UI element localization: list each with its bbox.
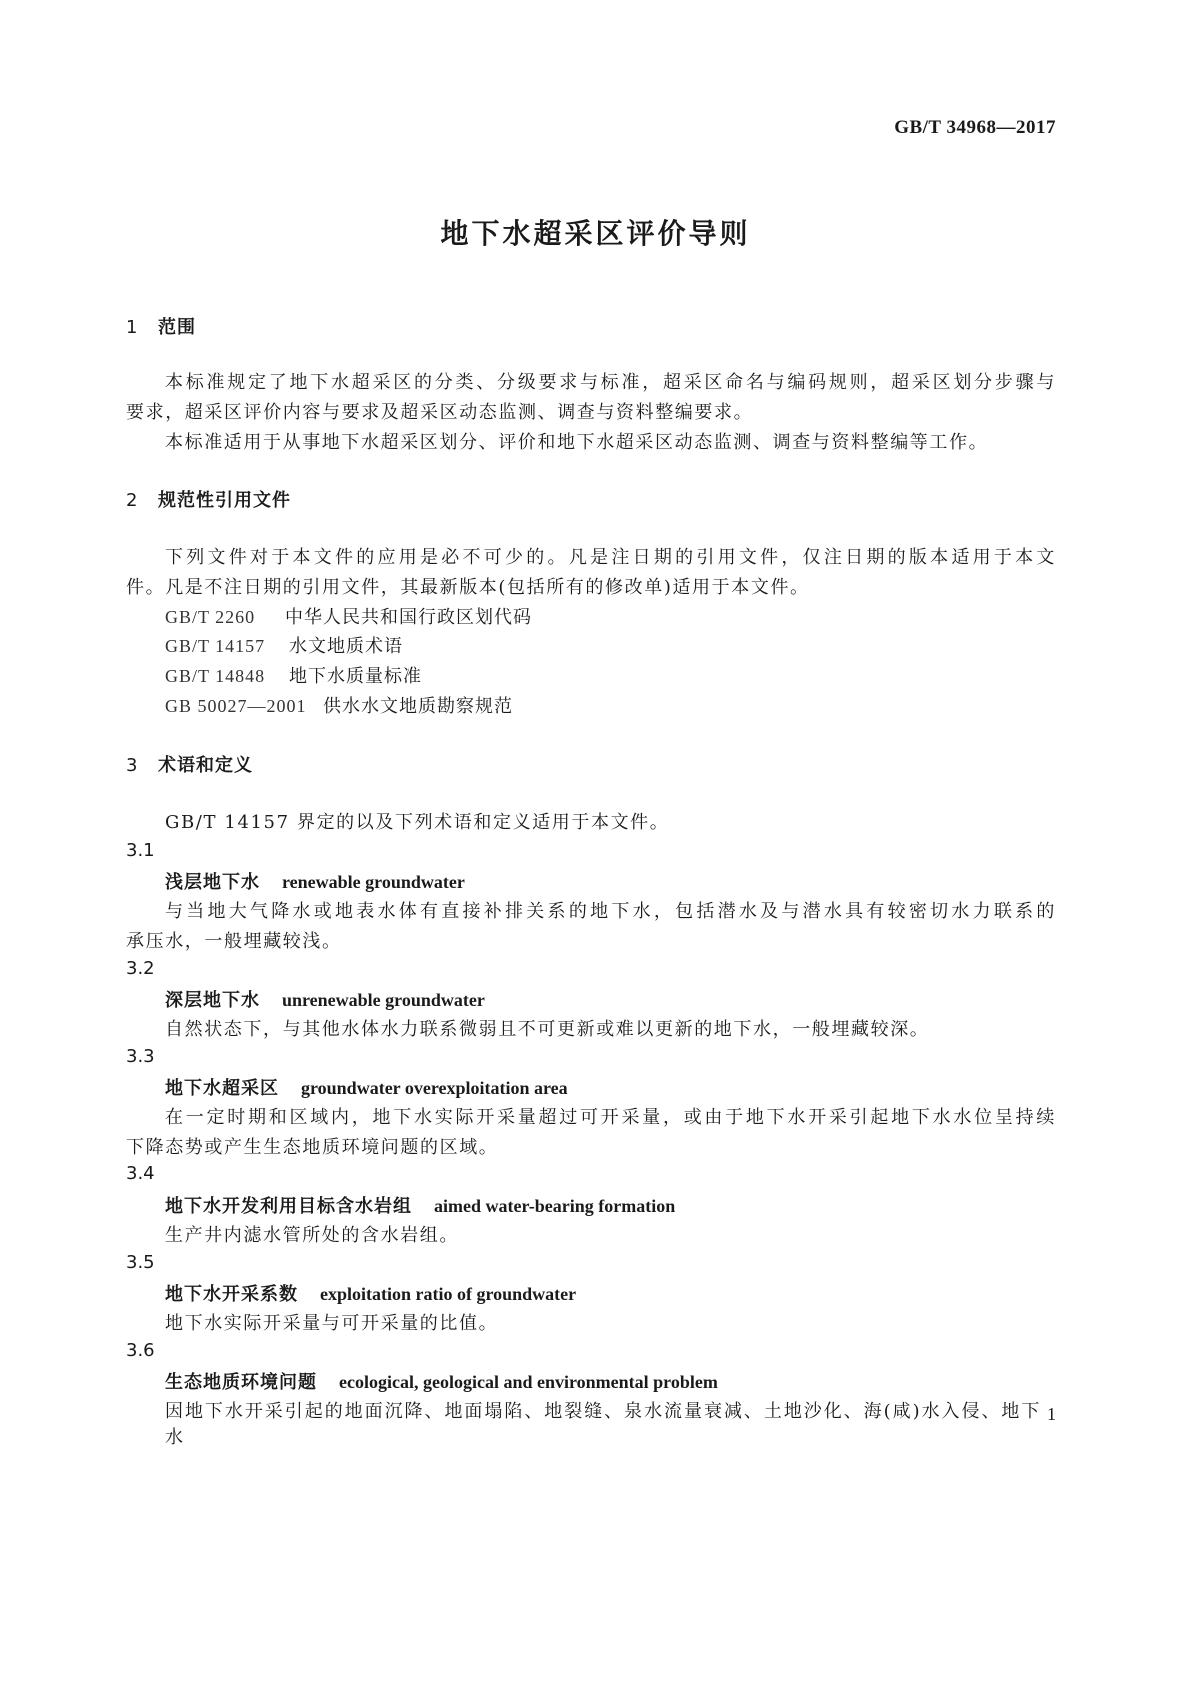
term-definition-line: 生产井内滤水管所处的含水岩组。 bbox=[165, 1225, 459, 1246]
paragraph-line: 件。凡是不注日期的引用文件，其最新版本(包括所有的修改单)适用于本文件。 bbox=[126, 577, 810, 598]
standard-number: GB/T 34968—2017 bbox=[894, 117, 1056, 138]
reference-code: GB 50027—2001 bbox=[165, 696, 307, 716]
paragraph-line: 本标准规定了地下水超采区的分类、分级要求与标准，超采区命名与编码规则，超采区划分步骤与 bbox=[165, 372, 1056, 393]
term-english: aimed water-bearing formation bbox=[434, 1196, 676, 1216]
term-english: groundwater overexploitation area bbox=[301, 1078, 568, 1098]
term-heading bbox=[165, 868, 465, 894]
term-english: unrenewable groundwater bbox=[282, 990, 485, 1010]
term-definition-line: 与当地大气降水或地表水体有直接补排关系的地下水，包括潜水及与潜水具有较密切水力联系的 bbox=[165, 901, 1056, 922]
term-heading bbox=[165, 1074, 568, 1100]
reference-item bbox=[165, 632, 403, 658]
section-number: 1 bbox=[126, 317, 139, 338]
reference-code: GB/T 14157 bbox=[165, 636, 266, 656]
term-heading bbox=[165, 1368, 718, 1394]
term-chinese: 地下水超采区 bbox=[165, 1078, 279, 1099]
term-chinese: 地下水开采系数 bbox=[165, 1284, 298, 1305]
term-definition-line: 因地下水开采引起的地面沉降、地面塌陷、地裂缝、泉水流量衰减、土地沙化、海(咸)水入侵、地下水 bbox=[165, 1401, 1041, 1448]
term-number: 3.5 bbox=[126, 1252, 155, 1273]
term-number: 3.4 bbox=[126, 1163, 155, 1184]
term-chinese: 浅层地下水 bbox=[165, 872, 260, 893]
term-number: 3.3 bbox=[126, 1046, 155, 1067]
reference-code: GB/T 2260 bbox=[165, 607, 256, 627]
term-english: exploitation ratio of groundwater bbox=[320, 1284, 577, 1304]
term-chinese: 生态地质环境问题 bbox=[165, 1372, 317, 1393]
reference-name: 供水水文地质勘察规范 bbox=[323, 696, 513, 717]
paragraph-line: 本标准适用于从事地下水超采区划分、评价和地下水超采区动态监测、调查与资料整编等工作。 bbox=[165, 432, 989, 453]
term-english: renewable groundwater bbox=[282, 872, 465, 892]
reference-item bbox=[165, 692, 513, 718]
section-number: 3 bbox=[126, 755, 139, 776]
term-definition-line: 地下水实际开采量与可开采量的比值。 bbox=[165, 1313, 499, 1334]
section-heading-terms-definitions bbox=[126, 751, 253, 777]
term-chinese: 深层地下水 bbox=[165, 990, 260, 1011]
page-number: 1 bbox=[1047, 1404, 1056, 1424]
page-title: 地下水超采区评价导则 bbox=[440, 217, 751, 250]
reference-item bbox=[165, 662, 422, 688]
term-definition-line: 承压水，一般埋藏较浅。 bbox=[126, 931, 342, 952]
term-definition-line: 自然状态下，与其他水体水力联系微弱且不可更新或难以更新的地下水，一般埋藏较深。 bbox=[165, 1019, 930, 1040]
reference-item bbox=[165, 603, 532, 629]
term-english: ecological, geological and environmental problem bbox=[339, 1372, 718, 1392]
section-heading-scope bbox=[126, 313, 196, 339]
reference-name: 地下水质量标准 bbox=[289, 666, 422, 687]
section-title: 范围 bbox=[158, 317, 196, 338]
term-number: 3.1 bbox=[126, 840, 155, 861]
term-definition-line: 在一定时期和区域内，地下水实际开采量超过可开采量，或由于地下水开采引起地下水水位呈持续 bbox=[165, 1107, 1056, 1128]
paragraph-line: 下列文件对于本文件的应用是必不可少的。凡是注日期的引用文件，仅注日期的版本适用于本文 bbox=[165, 547, 1056, 568]
section-title: 术语和定义 bbox=[158, 755, 253, 776]
term-number: 3.2 bbox=[126, 958, 155, 979]
section-title: 规范性引用文件 bbox=[158, 490, 291, 511]
reference-code: GB/T 14848 bbox=[165, 666, 266, 686]
term-definition-line: 下降态势或产生生态地质环境问题的区域。 bbox=[126, 1137, 499, 1158]
term-heading bbox=[165, 986, 485, 1012]
term-heading bbox=[165, 1192, 675, 1218]
reference-name: 水文地质术语 bbox=[289, 636, 403, 657]
term-heading bbox=[165, 1280, 576, 1306]
term-chinese: 地下水开发利用目标含水岩组 bbox=[165, 1196, 412, 1217]
reference-name: 中华人民共和国行政区划代码 bbox=[285, 607, 532, 628]
section-number: 2 bbox=[126, 490, 139, 511]
paragraph-line: GB/T 14157 界定的以及下列术语和定义适用于本文件。 bbox=[165, 812, 670, 833]
term-number: 3.6 bbox=[126, 1340, 155, 1361]
section-heading-normative-references bbox=[126, 486, 291, 512]
paragraph-line: 要求，超采区评价内容与要求及超采区动态监测、调查与资料整编要求。 bbox=[126, 402, 754, 423]
